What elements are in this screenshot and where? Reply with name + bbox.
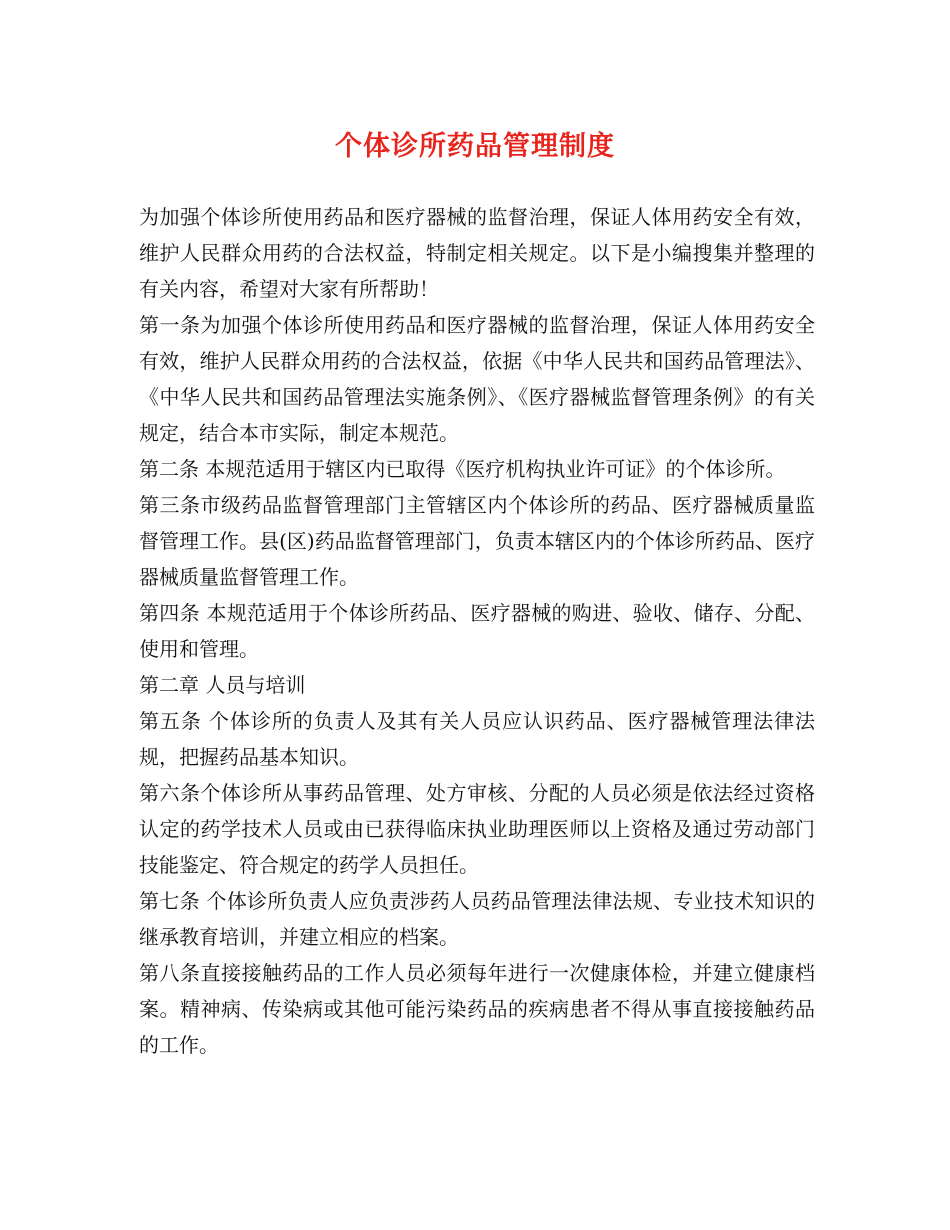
paragraph-article-8: 第八条直接接触药品的工作人员必须每年进行一次健康体检，并建立健康档案。精神病、传染病或其他可能污染药品的疾病患者不得从事直接接触药品的工作。: [139, 961, 815, 1057]
document-title: 个体诊所药品管理制度: [335, 131, 615, 162]
paragraph-article-1: 第一条为加强个体诊所使用药品和医疗器械的监督治理，保证人体用药安全有效，维护人民群众用药的合法权益，依据《中华人民共和国药品管理法》、《中华人民共和国药品管理法实施条例》、《医疗器械监督管理条例》的有关规定，结合本市实际，制定本规范。: [139, 313, 815, 445]
paragraph-intro: 为加强个体诊所使用药品和医疗器械的监督治理，保证人体用药安全有效，维护人民群众用药的合法权益，特制定相关规定。以下是小编搜集并整理的有关内容，希望对大家有所帮助！: [139, 205, 815, 301]
chapter-heading-2: 第二章 人员与培训: [139, 673, 306, 697]
paragraph-article-4: 第四条 本规范适用于个体诊所药品、医疗器械的购进、验收、储存、分配、使用和管理。: [139, 601, 815, 661]
paragraph-article-5: 第五条 个体诊所的负责人及其有关人员应认识药品、医疗器械管理法律法规，把握药品基本知识。: [139, 709, 815, 769]
paragraph-article-7: 第七条 个体诊所负责人应负责涉药人员药品管理法律法规、专业技术知识的继承教育培训，并建立相应的档案。: [139, 889, 815, 949]
paragraph-article-2: 第二条 本规范适用于辖区内已取得《医疗机构执业许可证》的个体诊所。: [139, 457, 786, 481]
paragraph-article-6: 第六条个体诊所从事药品管理、处方审核、分配的人员必须是依法经过资格认定的药学技术人员或由已获得临床执业助理医师以上资格及通过劳动部门技能鉴定、符合规定的药学人员担任。: [139, 781, 815, 877]
document-body: [139, 199, 815, 1063]
paragraph-article-3: 第三条市级药品监督管理部门主管辖区内个体诊所的药品、医疗器械质量监督管理工作。县(区)药品监督管理部门，负责本辖区内的个体诊所药品、医疗器械质量监督管理工作。: [139, 493, 815, 589]
